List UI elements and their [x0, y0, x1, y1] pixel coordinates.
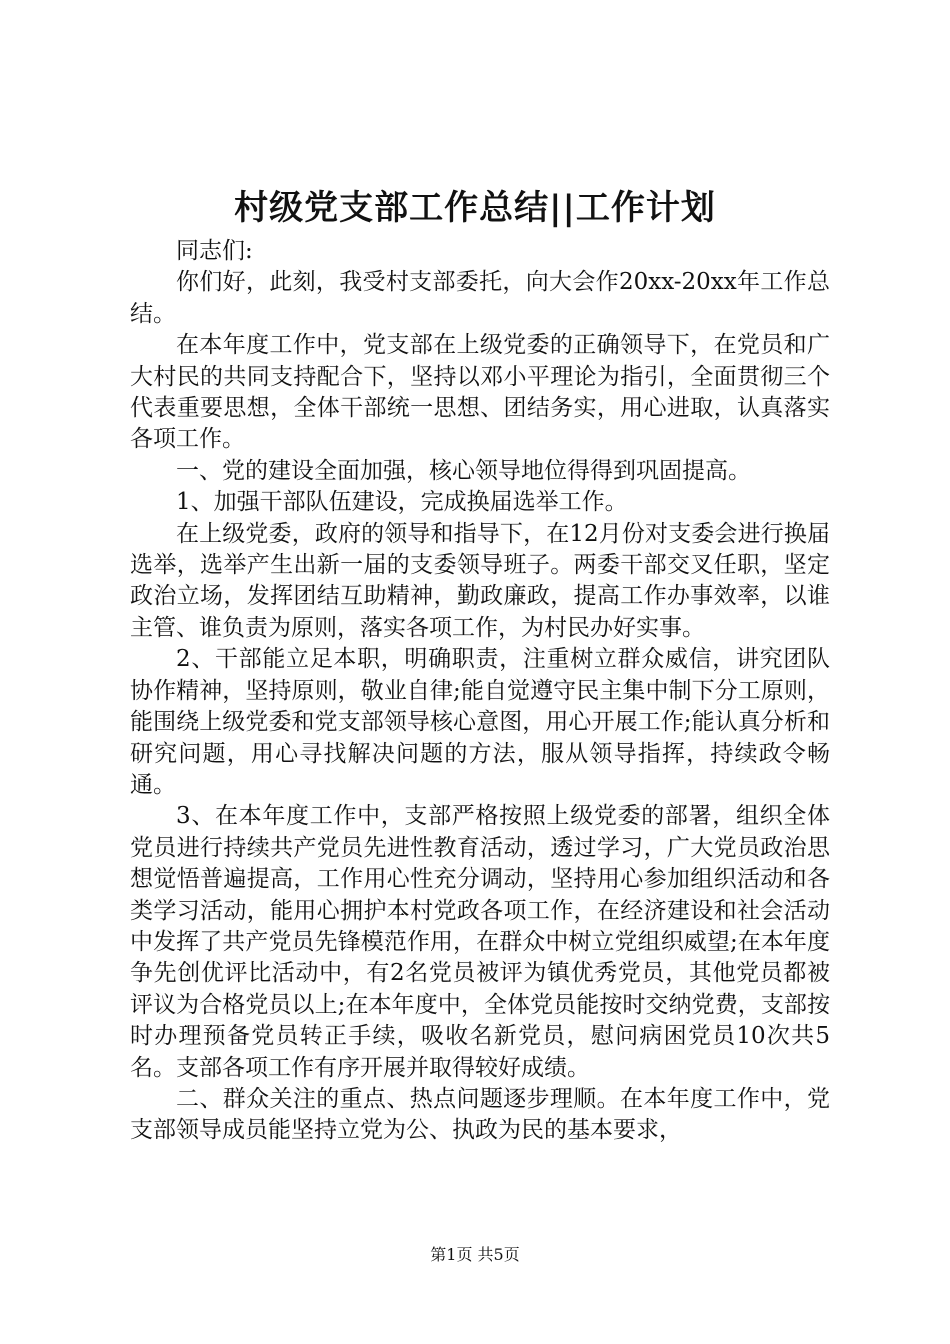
paragraph: 2、干部能立足本职，明确职责，注重树立群众威信，讲究团队协作精神，坚持原则，敬业自律;能自觉遵守民主集中制下分工原则，能围绕上级党委和党支部领导核心意图，用心开展工作;能认真分析和研究问题，用心寻找解决问题的方法，服从领导指挥，持续政令畅通。 — [130, 646, 830, 798]
section-heading: 一、党的建设全面加强，核心领导地位得得到巩固提高。 — [176, 457, 751, 484]
page-footer: 第1页 共5页 — [430, 1245, 520, 1264]
document-title: 村级党支部工作总结||工作计划 — [234, 188, 716, 228]
subsection-heading: 1、加强干部队伍建设，完成换届选举工作。 — [176, 489, 628, 516]
section-heading: 二、群众关注的重点、热点问题逐步理顺。在本年度工作中，党支部领导成员能坚持立党为公、执政为民的基本要求， — [130, 1085, 830, 1144]
paragraph: 在本年度工作中，党支部在上级党委的正确领导下，在党员和广大村民的共同支持配合下，坚持以邓小平理论为指引，全面贯彻三个代表重要思想，全体干部统一思想、团结务实，用心进取，认真落实各项工作。 — [130, 332, 830, 453]
salutation: 同志们: — [176, 238, 253, 264]
document-body — [130, 236, 830, 1147]
paragraph: 你们好，此刻，我受村支部委托，向大会作20xx-20xx年工作总结。 — [130, 269, 830, 327]
paragraph: 在上级党委，政府的领导和指导下，在12月份对支委会进行换届选举，选举产生出新一届的支委领导班子。两委干部交叉任职，坚定政治立场，发挥团结互助精神，勤政廉政，提高工作办事效率，以谁主管、谁负责为原则，落实各项工作，为村民办好实事。 — [130, 520, 830, 641]
paragraph: 3、在本年度工作中，支部严格按照上级党委的部署，组织全体党员进行持续共产党员先进性教育活动，透过学习，广大党员政治思想觉悟普遍提高，工作用心性充分调动，坚持用心参加组织活动和各类学习活动，能用心拥护本村党政各项工作，在经济建设和社会活动中发挥了共产党员先锋模范作用，在群众中树立党组织威望;在本年度争先创优评比活动中，有2名党员被评为镇优秀党员，其他党员都被评议为合格党员以上;在本年度中，全体党员能按时交纳党费，支部按时办理预备党员转正手续，吸收名新党员，慰问病困党员10次共5名。支部各项工作有序开展并取得较好成绩。 — [130, 803, 830, 1081]
